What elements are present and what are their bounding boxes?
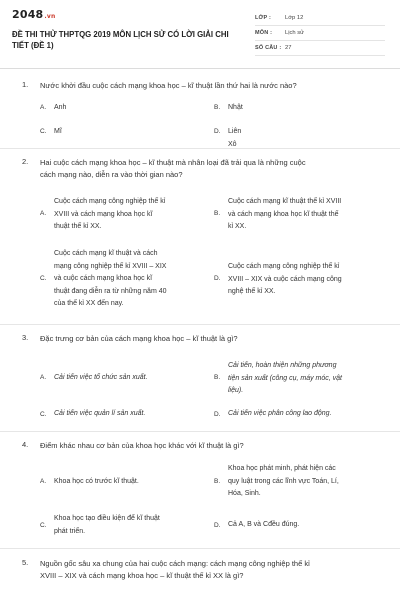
option-text-line: phát triển. xyxy=(54,527,86,535)
option-text xyxy=(54,102,66,115)
option-text-line: và cuộc cách mạng khoa học kĩ xyxy=(54,275,153,282)
meta-value: Lịch sử xyxy=(285,30,305,36)
meta-divider xyxy=(255,55,385,56)
option-text-line: Hóa, Sinh. xyxy=(228,490,261,497)
meta-divider xyxy=(255,25,385,26)
question-text xyxy=(40,333,370,345)
option-text xyxy=(54,196,219,234)
option-text xyxy=(228,408,400,421)
option-text-line: Khoa học phát minh, phát hiện các xyxy=(228,465,336,472)
option-letter: C. xyxy=(40,522,47,529)
option-text xyxy=(228,519,400,532)
option-text xyxy=(54,372,219,385)
option-letter: D. xyxy=(214,275,221,282)
option-text xyxy=(228,360,400,398)
option-text xyxy=(54,248,224,311)
meta-question-count xyxy=(255,45,390,56)
option-text-line: Nhật xyxy=(228,104,243,111)
question-number: 1. xyxy=(22,80,29,89)
question-text-line: cách mạng nào, diễn ra vào thời gian nào? xyxy=(40,170,183,179)
option-letter: B. xyxy=(214,374,221,381)
meta-label: MÔN : xyxy=(255,30,273,36)
option-text-line: XVIII và cách mạng khoa học kĩ xyxy=(54,210,153,218)
question-text-line: Nước khởi đầu cuộc cách mạng khoa học – kĩ thuật lần thứ hai là nước nào? xyxy=(40,81,297,90)
option-text-line: mạng công nghiệp thế kỉ XVIII – XIX xyxy=(54,262,167,270)
option-text xyxy=(228,463,400,501)
question-text-line: XVIII – XIX và cách mạng khoa học – kĩ thuật thế kỉ XX là gì? xyxy=(40,571,244,580)
option-text-line: Cuộc cách mạng công nghiệp thế kỉ xyxy=(54,198,166,205)
option-text-line: Khoa học tạo điều kiện để kĩ thuật xyxy=(54,515,160,522)
question-text-line: Hai cuộc cách mạng khoa học – kĩ thuật mà nhân loại đã trải qua là những cuộc xyxy=(40,158,306,167)
option-text-line: Mĩ xyxy=(54,128,62,135)
option-letter: D. xyxy=(214,522,221,529)
question-number: 3. xyxy=(22,333,29,342)
option-text-line: Khoa học có trước kĩ thuật. xyxy=(54,478,139,485)
question-text-line: Điểm khác nhau cơ bản của khoa học khác với kĩ thuật là gì? xyxy=(40,441,244,450)
meta-divider xyxy=(255,40,385,41)
question-text xyxy=(40,80,370,92)
option-text-line: Cuộc cách mạng kĩ thuật và cách xyxy=(54,250,158,257)
logo-text: 2048 xyxy=(12,8,44,21)
option-text-line: liệu). xyxy=(228,387,244,394)
question-text-line: Đặc trưng cơ bản của cách mạng khoa học – kĩ thuật là gì? xyxy=(40,334,238,343)
header-divider xyxy=(0,68,400,69)
option-letter: C. xyxy=(40,411,47,418)
meta-value: 27 xyxy=(285,45,292,51)
option-text-line: Cuộc cách mạng công nghiệp thế kỉ xyxy=(228,263,340,270)
option-text-line: của thế kỉ XX đến nay. xyxy=(54,300,124,307)
exam-title-line: TIẾT (ĐỀ 1) xyxy=(12,41,54,50)
option-letter: B. xyxy=(214,104,221,111)
site-logo[interactable] xyxy=(12,8,55,21)
option-letter: C. xyxy=(40,128,47,135)
option-text-line: thuật thế kỉ XX. xyxy=(54,223,102,230)
question-text xyxy=(40,157,370,181)
option-text-line: Cuộc cách mạng kĩ thuật thế kỉ XVIII xyxy=(228,198,342,205)
option-letter: B. xyxy=(214,210,221,217)
option-text-line: kỉ XX. xyxy=(228,223,247,230)
option-text xyxy=(228,102,243,115)
question-number: 5. xyxy=(22,558,29,567)
question-text xyxy=(40,440,370,452)
meta-label: LỚP : xyxy=(255,15,271,21)
question-number: 4. xyxy=(22,440,29,449)
option-text-line: Cải tiến, hoàn thiện những phương xyxy=(228,362,337,369)
option-text xyxy=(228,196,398,234)
option-text-line: Anh xyxy=(54,104,67,111)
exam-header xyxy=(0,0,400,64)
option-text-line: Cải tiến việc quản lí sản xuất. xyxy=(54,410,146,417)
question-number: 2. xyxy=(22,157,29,166)
option-letter: A. xyxy=(40,104,47,111)
option-letter: B. xyxy=(214,478,221,485)
option-text-line: và cách mạng khoa học kĩ thuật thế xyxy=(228,210,339,218)
option-text-line: nghệ thế kỉ XX. xyxy=(228,288,276,295)
option-text-line: XVIII – XIX và cuộc cách mạng công xyxy=(228,275,342,283)
meta-label: SỐ CÂU : xyxy=(255,45,282,51)
question-text-line: Nguồn gốc sâu xa chung của hai cuộc cách mạng: cách mạng công nghiệp thế kỉ xyxy=(40,559,310,568)
option-letter: A. xyxy=(40,374,47,381)
exam-title-line: ĐỀ THI THỬ THPTQG 2019 MÔN LỊCH SỬ CÓ LỜI GIẢI CHI xyxy=(12,30,229,39)
question-divider xyxy=(0,324,400,325)
question-divider xyxy=(0,548,400,549)
option-letter: A. xyxy=(40,210,47,217)
option-text-line: thuật đang diễn ra từ những năm 40 xyxy=(54,287,167,295)
question-divider xyxy=(0,431,400,432)
question-text xyxy=(40,558,370,582)
meta-value: Lớp 12 xyxy=(285,15,304,21)
option-text-line: Cả A, B và Cđều đúng. xyxy=(228,521,300,528)
option-text xyxy=(228,261,398,299)
option-text-line: tiện sản xuất (công cụ, máy móc, vật xyxy=(228,374,342,382)
option-letter: C. xyxy=(40,275,47,282)
option-text xyxy=(54,476,219,489)
exam-title xyxy=(12,29,252,51)
option-letter: A. xyxy=(40,478,47,485)
logo-suffix: .vn xyxy=(44,13,56,20)
option-letter: D. xyxy=(214,128,221,135)
option-letter: D. xyxy=(214,411,221,418)
option-text-line: Cải tiến việc phân công lao động. xyxy=(228,410,332,417)
option-text xyxy=(54,408,219,421)
option-text xyxy=(54,126,62,139)
option-text-line: quy luật trong các lĩnh vực Toán, Lí, xyxy=(228,477,339,485)
option-text xyxy=(54,513,219,538)
meta-subject xyxy=(255,30,390,41)
question-divider xyxy=(0,148,400,149)
option-text-line: Liên Xô xyxy=(228,128,242,148)
option-text-line: Cải tiến việc tổ chức sản xuất. xyxy=(54,374,148,381)
meta-class xyxy=(255,15,390,26)
